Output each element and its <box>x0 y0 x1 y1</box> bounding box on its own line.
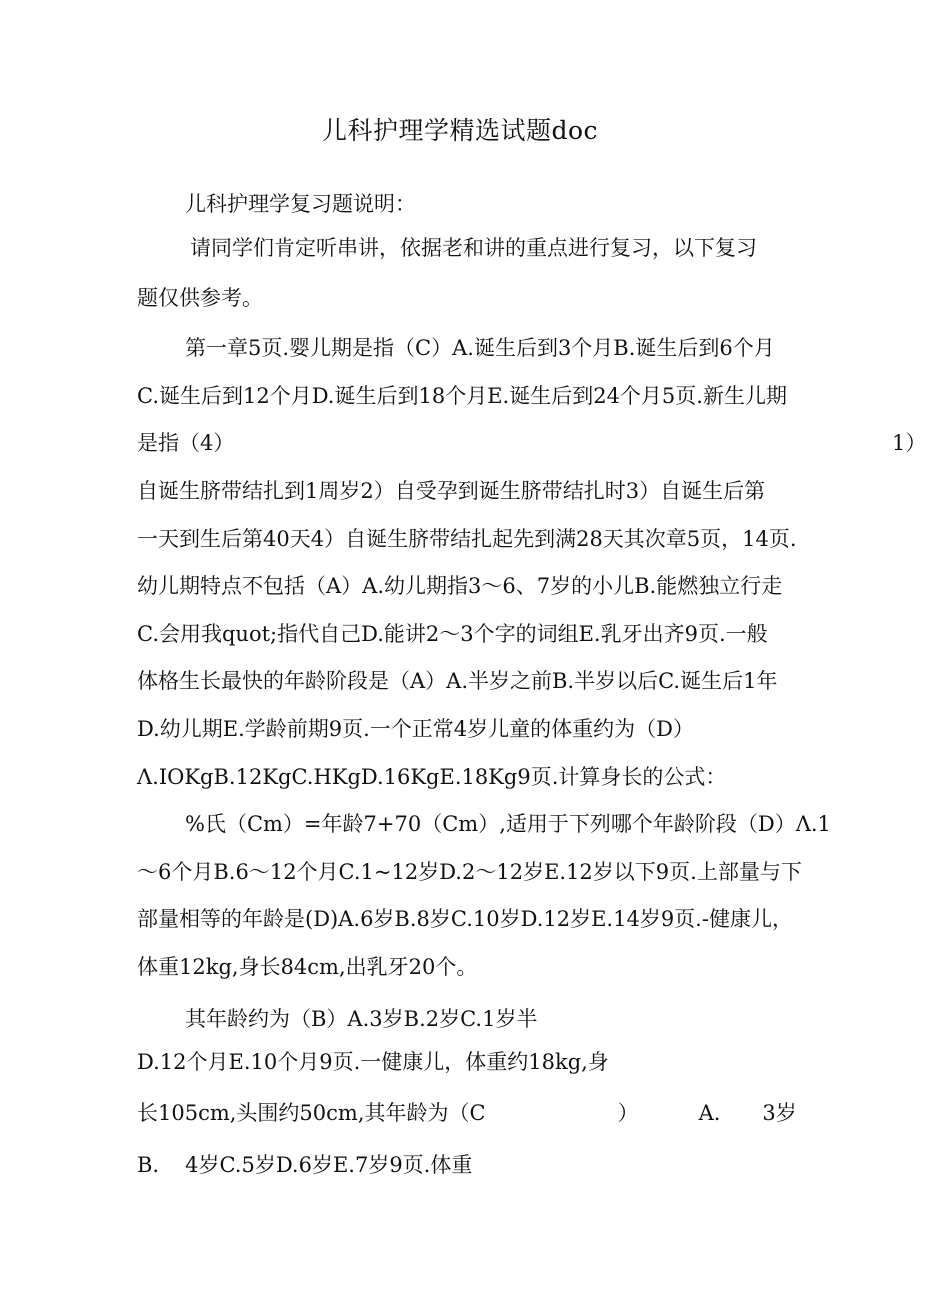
question-text-line-14: 体重12kg,身长84cm,出乳牙20个。 <box>137 955 478 979</box>
answer-option-text: 3岁 <box>762 1101 797 1125</box>
question-text-line-10: Λ.IOKgB.12KgC.HKgD.16KgE.18Kg9页.计算身长的公式： <box>137 765 727 789</box>
question-text-line-16: D.12个月E.10个月9页.一健康儿，体重约18kg,身 <box>137 1050 609 1074</box>
answer-option-label: A. <box>698 1101 721 1125</box>
question-text-line-11: %氏（Cm）=年龄7+70（Cm）,适用于下列哪个年龄阶段（D）Λ.1 <box>185 812 831 836</box>
question-text-line-1: 第一章5页.婴儿期是指（C）A.诞生后到3个月B.诞生后到6个月 <box>185 336 775 360</box>
question-text-segment: ） <box>617 1101 639 1125</box>
question-text-line-15: 其年龄约为（B）A.3岁B.2岁C.1岁半 <box>185 1007 538 1031</box>
question-text-line-13: 部量相等的年龄是(D)A.6岁B.8岁C.10岁D.12岁E.14岁9页.-健康儿， <box>137 907 793 931</box>
question-text-line-7: C.会用我quot;指代自己D.能讲2～3个字的词组E.乳牙出齐9页.一般 <box>137 622 768 646</box>
intro-paragraph-line-2: 题仅供参考。 <box>137 286 263 310</box>
question-text-segment: 是指（4） <box>137 431 235 455</box>
intro-heading: 儿科护理学复习题说明： <box>185 192 416 216</box>
question-text-line-17 <box>137 1098 797 1128</box>
question-text-segment: 4岁C.5岁D.6岁E.7岁9页.体重 <box>185 1153 473 1177</box>
question-text-segment: 长105cm,头围约50cm,其年龄为（C <box>137 1101 486 1125</box>
intro-paragraph-line-1: 请同学们肯定听串讲，依据老和讲的重点进行复习，以下复习 <box>190 236 757 260</box>
question-text-line-8: 体格生长最快的年龄阶段是（A）A.半岁之前B.半岁以后C.诞生后1年 <box>137 669 778 693</box>
question-text-line-5: 一天到生后第40天4）自诞生脐带结扎起先到满28天其次章5页，14页. <box>137 527 797 551</box>
question-text-line-9: D.幼儿期E.学龄前期9页.一个正常4岁儿童的体重约为（D） <box>137 717 695 741</box>
question-text-line-6: 幼儿期特点不包括（A）A.幼儿期指3～6、7岁的小儿B.能燃独立行走 <box>137 574 783 598</box>
document-title: 儿科护理学精选试题doc <box>321 116 599 145</box>
question-text-line-12: ～6个月B.6～12个月C.1~12岁D.2～12岁E.12岁以下9页.上部量与下 <box>137 860 802 884</box>
question-text-line-18 <box>137 1150 787 1180</box>
answer-option-label: B. <box>137 1153 160 1177</box>
question-text-line-4: 自诞生脐带结扎到1周岁2）自受孕到诞生脐带结扎时3）自诞生后第 <box>137 479 766 503</box>
right-aligned-number: 1） <box>892 431 926 455</box>
question-text-line-2: C.诞生后到12个月D.诞生后到18个月E.诞生后到24个月5页.新生儿期 <box>137 384 787 408</box>
question-text-line-3 <box>137 428 926 458</box>
